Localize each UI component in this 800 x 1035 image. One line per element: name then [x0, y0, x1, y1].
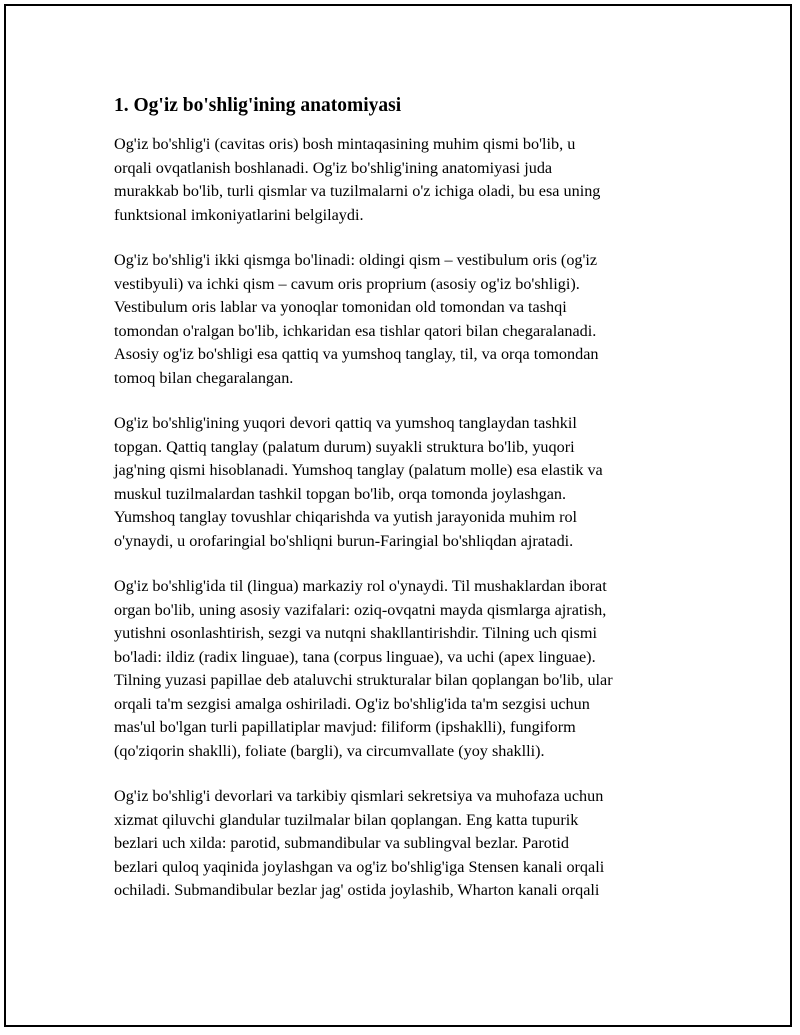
text-line: Vestibulum oris lablar va yonoqlar tomonidan old tomondan va tashqi: [114, 298, 567, 316]
text-line: Og'iz bo'shlig'i devorlari va tarkibiy qismlari sekretsiya va muhofaza uchun: [114, 787, 604, 805]
text-line: Yumshoq tanglay tovushlar chiqarishda va yutish jarayonida muhim rol: [114, 508, 578, 526]
text-line: murakkab bo'lib, turli qismlar va tuzilmalarni o'z ichiga oladi, bu esa uning: [114, 182, 601, 200]
text-line: (qo'ziqorin shaklli), foliate (bargli), va circumvallate (yoy shaklli).: [114, 741, 545, 760]
text-line: Og'iz bo'shlig'i (cavitas oris) bosh mintaqasining muhim qismi bo'lib, u: [114, 135, 576, 153]
text-line: xizmat qiluvchi glandular tuzilmalar bilan qoplangan. Eng katta tupurik: [114, 810, 579, 829]
text-line: bezlari uch xilda: parotid, submandibular va sublingval bezlar. Parotid: [114, 834, 569, 852]
paragraph-5: [114, 785, 680, 903]
text-line: o'ynaydi, u orofaringial bo'shliqni burun-Faringial bo'shliqdan ajratadi.: [114, 531, 574, 550]
text-line: muskul tuzilmalardan tashkil topgan bo'lib, orqa tomonda joylashgan.: [114, 484, 567, 503]
section-heading: 1. Og'iz bo'shlig'ining anatomiyasi: [114, 95, 402, 116]
text-line: Og'iz bo'shlig'ining yuqori devori qattiq va yumshoq tanglaydan tashkil: [114, 414, 577, 432]
text-line: mas'ul bo'lgan turli papillatiplar mavjud: filiform (ipshaklli), fungiform: [114, 718, 576, 736]
paragraph-3: [114, 412, 680, 553]
text-line: organ bo'lib, uning asosiy vazifalari: oziq-ovqatni mayda qismlarga ajratish,: [114, 600, 607, 619]
text-line: Asosiy og'iz bo'shligi esa qattiq va yumshoq tanglay, til, va orqa tomondan: [114, 345, 599, 363]
text-line: Tilning yuzasi papillae deb ataluvchi strukturalar bilan qoplangan bo'lib, ular: [114, 671, 613, 689]
text-line: tomoq bilan chegaralangan.: [114, 368, 294, 387]
document-body: [114, 93, 680, 925]
text-line: ochiladi. Submandibular bezlar jag' ostida joylashib, Wharton kanali orqali: [114, 881, 600, 899]
text-line: orqali ta'm sezgisi amalga oshiriladi. Og'iz bo'shlig'ida ta'm sezgisi uchun: [114, 694, 590, 713]
text-line: funktsional imkoniyatlarini belgilaydi.: [114, 205, 364, 224]
text-line: bo'ladi: ildiz (radix linguae), tana (corpus linguae), va uchi (apex linguae).: [114, 647, 596, 666]
paragraph-2: [114, 249, 680, 390]
text-line: topgan. Qattiq tanglay (palatum durum) suyakli struktura bo'lib, yuqori: [114, 437, 575, 456]
text-line: Og'iz bo'shlig'i ikki qismga bo'linadi: oldingi qism – vestibulum oris (og'iz: [114, 251, 598, 269]
text-line: jag'ning qismi hisoblanadi. Yumshoq tanglay (palatum molle) esa elastik va: [114, 461, 603, 479]
paragraph-4: [114, 575, 680, 763]
text-line: bezlari quloq yaqinida joylashgan va og'iz bo'shlig'iga Stensen kanali orqali: [114, 857, 605, 876]
text-line: Og'iz bo'shlig'ida til (lingua) markaziy rol o'ynaydi. Til mushaklardan iborat: [114, 577, 607, 595]
text-line: tomondan o'ralgan bo'lib, ichkaridan esa tishlar qatori bilan chegaralanadi.: [114, 321, 597, 340]
text-line: yutishni osonlashtirish, sezgi va nutqni shakllantirishdir. Tilning uch qismi: [114, 624, 597, 642]
text-line: orqali ovqatlanish boshlanadi. Og'iz bo'shlig'ining anatomiyasi juda: [114, 158, 553, 177]
text-line: vestibyuli) va ichki qism – cavum oris proprium (asosiy og'iz bo'shligi).: [114, 274, 580, 293]
paragraph-1: [114, 133, 680, 227]
